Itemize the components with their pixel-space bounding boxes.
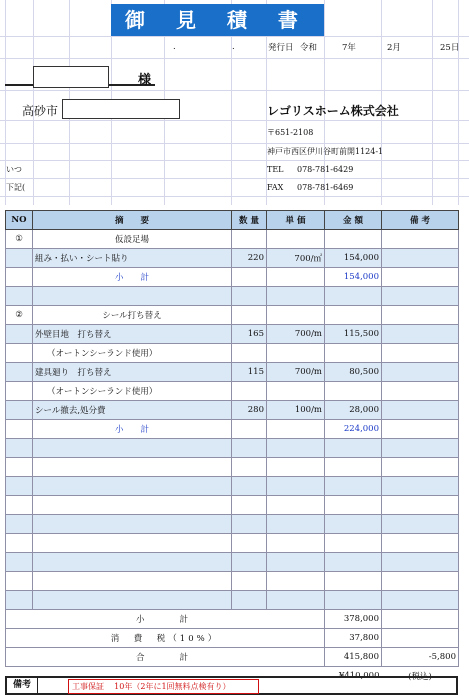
row-amount: 154,000 xyxy=(325,268,382,287)
issue-date-era: 令和 xyxy=(300,43,318,53)
row-unit-price xyxy=(267,591,325,610)
row-no xyxy=(6,382,33,401)
row-unit-price xyxy=(267,515,325,534)
row-quantity xyxy=(232,439,267,458)
item-rows xyxy=(6,230,459,610)
row-no xyxy=(6,401,33,420)
table-row xyxy=(6,591,459,610)
estimate-table xyxy=(5,210,459,685)
row-unit-price xyxy=(267,268,325,287)
row-unit-price: 100/m xyxy=(267,401,325,420)
header-remarks: 備 考 xyxy=(382,211,459,230)
row-remarks xyxy=(382,477,459,496)
row-description xyxy=(33,439,232,458)
row-no xyxy=(6,439,33,458)
row-unit-price xyxy=(267,496,325,515)
row-no xyxy=(6,420,33,439)
client-address-redacted xyxy=(62,99,180,119)
row-amount xyxy=(325,477,382,496)
row-description xyxy=(33,553,232,572)
row-description xyxy=(33,287,232,306)
row-no xyxy=(6,515,33,534)
summary-amount: 415,800 xyxy=(325,648,382,667)
row-quantity xyxy=(232,534,267,553)
table-row xyxy=(6,477,459,496)
row-no xyxy=(6,458,33,477)
summary-row xyxy=(6,648,459,667)
row-description xyxy=(33,591,232,610)
row-quantity xyxy=(232,458,267,477)
row-quantity xyxy=(232,344,267,363)
issue-date-year: 7年 xyxy=(342,43,356,53)
row-description xyxy=(33,496,232,515)
row-description: シール打ち替え xyxy=(33,306,232,325)
row-no xyxy=(6,572,33,591)
row-amount xyxy=(325,287,382,306)
table-row xyxy=(6,534,459,553)
summary-note xyxy=(382,610,459,629)
row-no xyxy=(6,287,33,306)
row-unit-price xyxy=(267,572,325,591)
row-no xyxy=(6,496,33,515)
row-unit-price xyxy=(267,553,325,572)
row-unit-price xyxy=(267,230,325,249)
row-amount xyxy=(325,306,382,325)
row-remarks xyxy=(382,515,459,534)
row-remarks xyxy=(382,458,459,477)
row-description: 組み・払い・シート貼り xyxy=(33,249,232,268)
row-quantity xyxy=(232,591,267,610)
summary-amount: 37,800 xyxy=(325,629,382,648)
row-amount xyxy=(325,344,382,363)
row-quantity xyxy=(232,230,267,249)
row-quantity xyxy=(232,420,267,439)
row-remarks xyxy=(382,553,459,572)
row-no xyxy=(6,477,33,496)
header-unit-price: 単 価 xyxy=(267,211,325,230)
client-city: 高砂市 xyxy=(22,104,59,118)
row-remarks xyxy=(382,344,459,363)
summary-label: 小 計 xyxy=(6,610,325,629)
row-remarks xyxy=(382,591,459,610)
row-description: 仮設足場 xyxy=(33,230,232,249)
table-row xyxy=(6,382,459,401)
row-amount: 224,000 xyxy=(325,420,382,439)
row-no xyxy=(6,591,33,610)
row-description: 外壁目地 打ち替え xyxy=(33,325,232,344)
row-no xyxy=(6,268,33,287)
warranty-text: 10年（2年に1回無料点検有り） xyxy=(114,682,231,691)
row-amount: 154,000 xyxy=(325,249,382,268)
row-quantity: 280 xyxy=(232,401,267,420)
row-description xyxy=(33,477,232,496)
row-no xyxy=(6,249,33,268)
row-quantity: 165 xyxy=(232,325,267,344)
row-quantity: 115 xyxy=(232,363,267,382)
summary-rows xyxy=(6,610,459,686)
row-quantity xyxy=(232,477,267,496)
row-description: （オートンシーランド使用） xyxy=(33,382,232,401)
table-row xyxy=(6,572,459,591)
row-unit-price xyxy=(267,534,325,553)
row-no: ② xyxy=(6,306,33,325)
row-amount xyxy=(325,515,382,534)
row-unit-price xyxy=(267,439,325,458)
header-quantity: 数 量 xyxy=(232,211,267,230)
row-remarks xyxy=(382,249,459,268)
summary-label: 消 費 税（10%） xyxy=(6,629,325,648)
table-row xyxy=(6,420,459,439)
row-unit-price: 700/m xyxy=(267,325,325,344)
final-amount-note: (税込) xyxy=(408,672,432,682)
row-quantity: 220 xyxy=(232,249,267,268)
row-unit-price: 700/m xyxy=(267,363,325,382)
company-fax: 078-781-6469 xyxy=(297,183,354,192)
client-name-redacted xyxy=(33,66,109,88)
table-row xyxy=(6,458,459,477)
table-row xyxy=(6,268,459,287)
row-remarks xyxy=(382,325,459,344)
row-remarks xyxy=(382,268,459,287)
row-remarks xyxy=(382,439,459,458)
table-row xyxy=(6,553,459,572)
company-name: レゴリスホーム株式会社 xyxy=(267,104,399,118)
issue-date-label: 発行日 xyxy=(268,43,294,53)
row-remarks xyxy=(382,382,459,401)
row-unit-price xyxy=(267,458,325,477)
row-description: シール撤去,処分費 xyxy=(33,401,232,420)
table-row xyxy=(6,287,459,306)
row-no: ① xyxy=(6,230,33,249)
row-quantity xyxy=(232,268,267,287)
row-description: 小 計 xyxy=(33,420,232,439)
row-amount: 80,500 xyxy=(325,363,382,382)
warranty-label: 工事保証 xyxy=(72,682,104,691)
row-unit-price xyxy=(267,382,325,401)
company-address: 神戸市西区伊川谷町前開1124-1 xyxy=(267,147,384,156)
row-remarks xyxy=(382,230,459,249)
table-row xyxy=(6,439,459,458)
row-quantity xyxy=(232,287,267,306)
table-header-row xyxy=(6,211,459,230)
document-title: 御 見 積 書 xyxy=(111,4,324,36)
row-unit-price xyxy=(267,344,325,363)
row-remarks xyxy=(382,496,459,515)
issue-date-month: 2月 xyxy=(387,43,401,53)
table-row xyxy=(6,306,459,325)
row-unit-price: 700/㎡ xyxy=(267,249,325,268)
summary-note: -5,800 xyxy=(382,648,459,667)
row-amount xyxy=(325,591,382,610)
row-remarks xyxy=(382,420,459,439)
header-no: NO xyxy=(6,211,33,230)
row-amount xyxy=(325,496,382,515)
row-amount: 28,000 xyxy=(325,401,382,420)
row-remarks xyxy=(382,572,459,591)
row-amount xyxy=(325,439,382,458)
row-description: 建具廻り 打ち替え xyxy=(33,363,232,382)
row-unit-price xyxy=(267,420,325,439)
row-quantity xyxy=(232,553,267,572)
row-amount xyxy=(325,458,382,477)
header-description: 摘 要 xyxy=(33,211,232,230)
table-row xyxy=(6,363,459,382)
remarks-label: 備考 xyxy=(7,678,38,693)
company-tel-label: TEL xyxy=(267,165,284,174)
table-row xyxy=(6,249,459,268)
row-quantity xyxy=(232,572,267,591)
row-unit-price xyxy=(267,287,325,306)
table-row xyxy=(6,230,459,249)
left-note: 下記( xyxy=(6,183,26,192)
row-quantity xyxy=(232,382,267,401)
row-remarks xyxy=(382,287,459,306)
row-amount xyxy=(325,553,382,572)
summary-label: 合 計 xyxy=(6,648,325,667)
date-dot: . xyxy=(173,42,176,52)
row-quantity xyxy=(232,306,267,325)
row-amount xyxy=(325,534,382,553)
row-amount xyxy=(325,230,382,249)
header-amount: 金 額 xyxy=(325,211,382,230)
company-postal: 〒651-2108 xyxy=(267,128,314,137)
row-unit-price xyxy=(267,306,325,325)
row-remarks xyxy=(382,363,459,382)
row-remarks xyxy=(382,306,459,325)
summary-amount: 378,000 xyxy=(325,610,382,629)
row-no xyxy=(6,534,33,553)
table-row xyxy=(6,344,459,363)
row-remarks xyxy=(382,401,459,420)
company-tel: 078-781-6429 xyxy=(297,165,354,174)
client-honorific: 様 xyxy=(138,73,152,88)
row-remarks xyxy=(382,534,459,553)
row-description: （オートンシーランド使用） xyxy=(33,344,232,363)
table-row xyxy=(6,515,459,534)
summary-row xyxy=(6,629,459,648)
row-description: 小 計 xyxy=(33,268,232,287)
row-no xyxy=(6,325,33,344)
row-quantity xyxy=(232,496,267,515)
row-amount xyxy=(325,572,382,591)
warranty-box xyxy=(68,679,259,694)
table-row xyxy=(6,325,459,344)
row-no xyxy=(6,363,33,382)
table-row xyxy=(6,401,459,420)
date-dot: . xyxy=(232,42,235,52)
summary-note xyxy=(382,629,459,648)
summary-row xyxy=(6,610,459,629)
left-note: いつ xyxy=(6,165,22,174)
row-amount xyxy=(325,382,382,401)
row-no xyxy=(6,344,33,363)
company-fax-label: FAX xyxy=(267,183,284,192)
row-quantity xyxy=(232,515,267,534)
row-description xyxy=(33,572,232,591)
row-no xyxy=(6,553,33,572)
row-description xyxy=(33,534,232,553)
row-unit-price xyxy=(267,477,325,496)
issue-date-day: 25日 xyxy=(440,43,460,53)
row-description xyxy=(33,515,232,534)
remarks-box xyxy=(5,676,458,695)
row-amount: 115,500 xyxy=(325,325,382,344)
row-description xyxy=(33,458,232,477)
final-amount: ¥410,000 xyxy=(338,671,380,681)
table-row xyxy=(6,496,459,515)
